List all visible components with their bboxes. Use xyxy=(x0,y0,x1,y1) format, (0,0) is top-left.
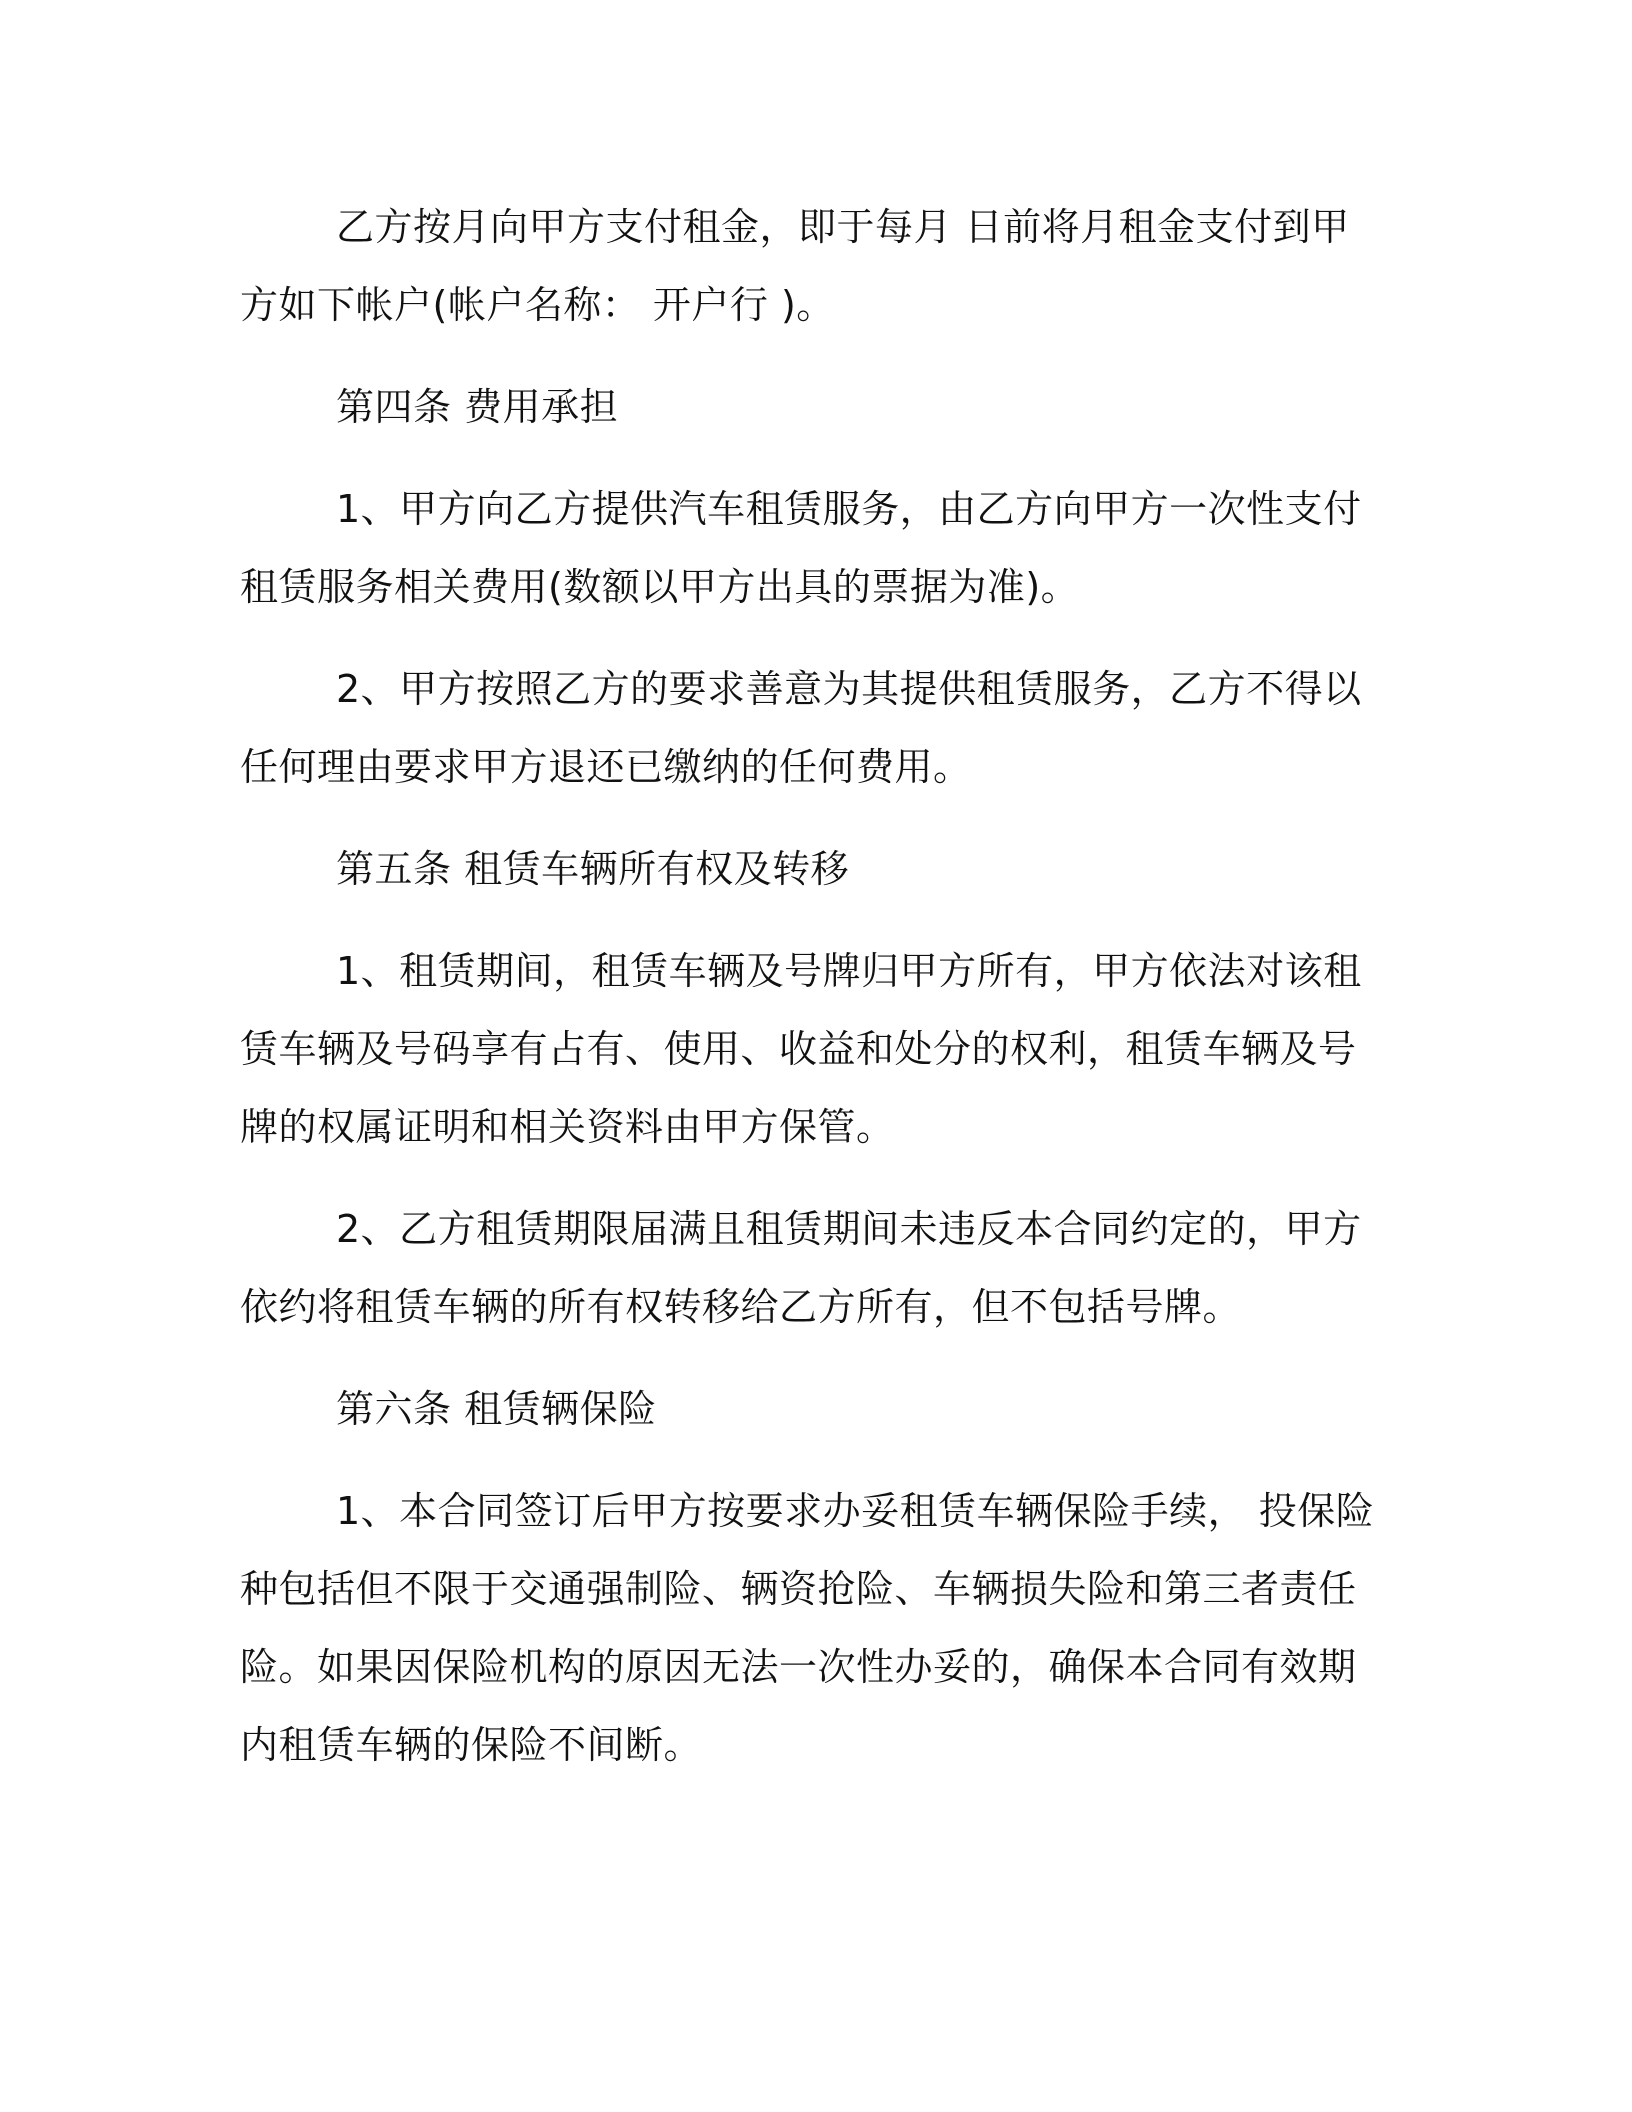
heading-article-4: 第四条 费用承担 xyxy=(336,385,619,429)
document-body xyxy=(240,188,1380,1784)
heading-article-6: 第六条 租赁辆保险 xyxy=(336,1387,657,1431)
heading-article-5: 第五条 租赁车辆所有权及转移 xyxy=(336,847,850,891)
paragraph-article-4-clause-1: 1、甲方向乙方提供汽车租赁服务，由乙方向甲方一次性支付租赁服务相关费用(数额以甲方出具的票据为准)。 xyxy=(240,487,1362,609)
paragraph-article-6-clause-1: 1、本合同签订后甲方按要求办妥租赁车辆保险手续， 投保险种包括但不限于交通强制险、辆资抢险、车辆损失险和第三者责任险。如果因保险机构的原因无法一次性办妥的，确保本合同有效期内租赁车辆的保险不间断。 xyxy=(240,1489,1375,1767)
paragraph-article-5-clause-1: 1、租赁期间，租赁车辆及号牌归甲方所有，甲方依法对该租赁车辆及号码享有占有、使用、收益和处分的权利，租赁车辆及号牌的权属证明和相关资料由甲方保管。 xyxy=(240,949,1362,1149)
paragraph-rent-payment: 乙方按月向甲方支付租金，即于每月 日前将月租金支付到甲方如下帐户(帐户名称： 开户行 )。 xyxy=(240,205,1350,327)
paragraph-article-5-clause-2: 2、乙方租赁期限届满且租赁期间未违反本合同约定的，甲方依约将租赁车辆的所有权转移给乙方所有，但不包括号牌。 xyxy=(240,1207,1362,1329)
paragraph-article-4-clause-2: 2、甲方按照乙方的要求善意为其提供租赁服务，乙方不得以任何理由要求甲方退还已缴纳的任何费用。 xyxy=(240,667,1362,789)
